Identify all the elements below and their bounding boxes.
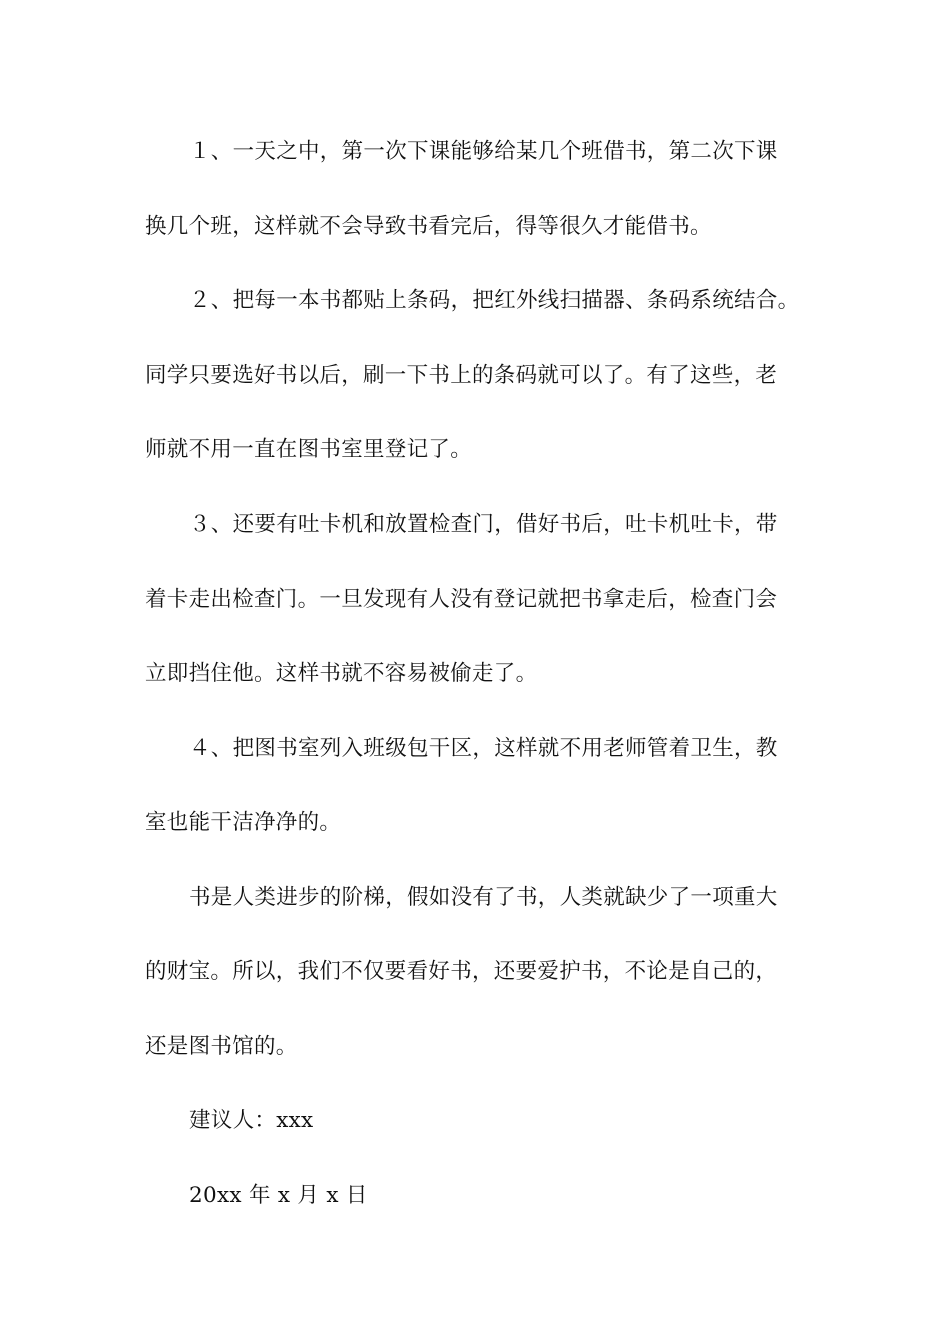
paragraph-3-line-2: 着卡走出检查门。一旦发现有人没有登记就把书拿走后，检查门会 [145, 587, 778, 612]
paragraph-5-line-2: 的财宝。所以，我们不仅要看好书，还要爱护书，不论是自己的， [145, 959, 778, 984]
proposer-line: 建议人：xxx [189, 1108, 314, 1133]
date-line: 20xx 年 x 月 x 日 [189, 1183, 368, 1208]
paragraph-1-line-2: 换几个班，这样就不会导致书看完后，得等很久才能借书。 [145, 214, 712, 239]
paragraph-2-line-3: 师就不用一直在图书室里登记了。 [145, 437, 473, 462]
paragraph-1-line-1: １、一天之中，第一次下课能够给某几个班借书，第二次下课 [189, 139, 778, 164]
paragraph-5-line-3: 还是图书馆的。 [145, 1034, 298, 1059]
paragraph-4-line-2: 室也能干洁净净的。 [145, 810, 342, 835]
paragraph-3-line-3: 立即挡住他。这样书就不容易被偷走了。 [145, 661, 538, 686]
paragraph-5-line-1: 书是人类进步的阶梯，假如没有了书，人类就缺少了一项重大 [189, 885, 778, 910]
paragraph-2-line-1: ２、把每一本书都贴上条码，把红外线扫描器、条码系统结合。 [189, 288, 800, 313]
paragraph-4-line-1: ４、把图书室列入班级包干区，这样就不用老师管着卫生，教 [189, 736, 778, 761]
paragraph-2-line-2: 同学只要选好书以后，刷一下书上的条码就可以了。有了这些，老 [145, 363, 778, 388]
paragraph-3-line-1: ３、还要有吐卡机和放置检查门，借好书后，吐卡机吐卡，带 [189, 512, 778, 537]
